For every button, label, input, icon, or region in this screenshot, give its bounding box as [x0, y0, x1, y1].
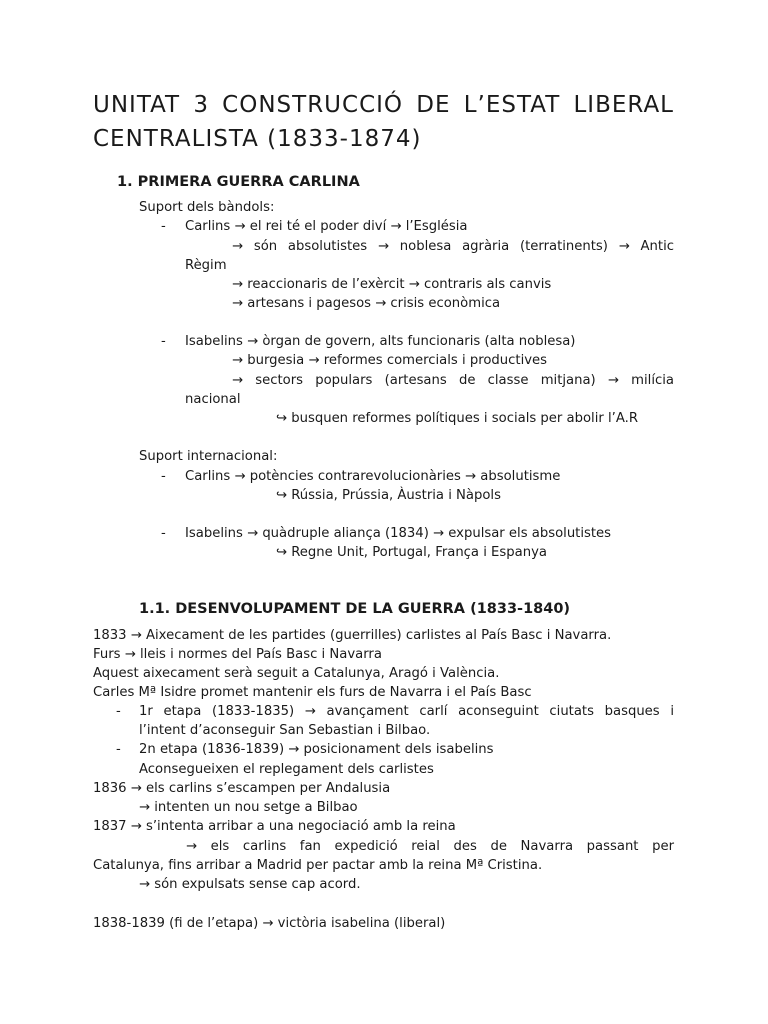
- isabelins-line: Isabelins → òrgan de govern, alts funcionaris (alta noblesa): [185, 334, 576, 349]
- body-line: Carles Mª Isidre promet mantenir els furs de Navarra i el País Basc: [93, 685, 532, 700]
- year-1836-line: 1836 → els carlins s’escampen per Andalusia: [93, 781, 391, 796]
- body-line: 1833 → Aixecament de les partides (guerrilles) carlistes al País Basc i Navarra.: [93, 628, 612, 643]
- year-1836-line: → intenten un nou setge a Bilbao: [139, 800, 358, 815]
- body-line: Aquest aixecament serà seguit a Catalunya, Aragó i València.: [93, 666, 500, 681]
- isabelins-line: → burgesia → reformes comercials i productives: [232, 353, 548, 368]
- intl-isabelins-line: Isabelins → quàdruple aliança (1834) → expulsar els absolutistes: [185, 526, 612, 541]
- suport-internacional-label: Suport internacional:: [139, 449, 278, 464]
- carlins-line: → reaccionaris de l’exèrcit → contraris als canvis: [232, 277, 552, 292]
- bullet: -: [161, 526, 166, 541]
- carlins-line: Carlins → el rei té el poder diví → l’Església: [185, 219, 468, 234]
- etapa-2-line: 2n etapa (1836-1839) → posicionament dels isabelins: [139, 742, 494, 757]
- year-1837-line: → són expulsats sense cap acord.: [139, 877, 361, 892]
- etapa-1-line: l’intent d’aconseguir San Sebastian i Bilbao.: [139, 723, 431, 738]
- isabelins-line: → sectors populars (artesans de classe mitjana) → milícia: [232, 373, 674, 388]
- suport-bandols-label: Suport dels bàndols:: [139, 200, 275, 215]
- carlins-line: → són absolutistes → noblesa agrària (terratinents) → Antic: [232, 239, 674, 254]
- body-line: Furs → lleis i normes del País Basc i Navarra: [93, 647, 382, 662]
- page-title-line-2: CENTRALISTA (1833-1874): [93, 126, 422, 152]
- year-1837-line: → els carlins fan expedició reial des de Navarra passant per: [186, 839, 674, 854]
- section-heading-primera-guerra-carlina: 1. PRIMERA GUERRA CARLINA: [117, 174, 360, 190]
- carlins-line: Règim: [185, 258, 227, 273]
- isabelins-line: ↪ busquen reformes polítiques i socials per abolir l’A.R: [276, 411, 638, 426]
- intl-carlins-line: ↪ Rússia, Prússia, Àustria i Nàpols: [276, 488, 501, 503]
- year-1838-line: 1838-1839 (fi de l’etapa) → victòria isabelina (liberal): [93, 916, 446, 931]
- etapa-1-line: 1r etapa (1833-1835) → avançament carlí aconseguint ciutats basques i: [139, 704, 674, 719]
- bullet: -: [116, 742, 121, 757]
- bullet: -: [161, 334, 166, 349]
- carlins-line: → artesans i pagesos → crisis econòmica: [232, 296, 501, 311]
- bullet: -: [116, 704, 121, 719]
- isabelins-line: nacional: [185, 392, 241, 407]
- bullet: -: [161, 469, 166, 484]
- year-1837-line: Catalunya, fins arribar a Madrid per pactar amb la reina Mª Cristina.: [93, 858, 543, 873]
- section-heading-desenvolupament: 1.1. DESENVOLUPAMENT DE LA GUERRA (1833-1840): [139, 601, 571, 617]
- year-1837-line: 1837 → s’intenta arribar a una negociació amb la reina: [93, 819, 456, 834]
- page-title-line-1: UNITAT 3 CONSTRUCCIÓ DE L’ESTAT LIBERAL: [93, 92, 674, 118]
- intl-isabelins-line: ↪ Regne Unit, Portugal, França i Espanya: [276, 545, 547, 560]
- etapa-2-line: Aconsegueixen el replegament dels carlistes: [139, 762, 434, 777]
- bullet: -: [161, 219, 166, 234]
- intl-carlins-line: Carlins → potències contrarevolucionàries → absolutisme: [185, 469, 561, 484]
